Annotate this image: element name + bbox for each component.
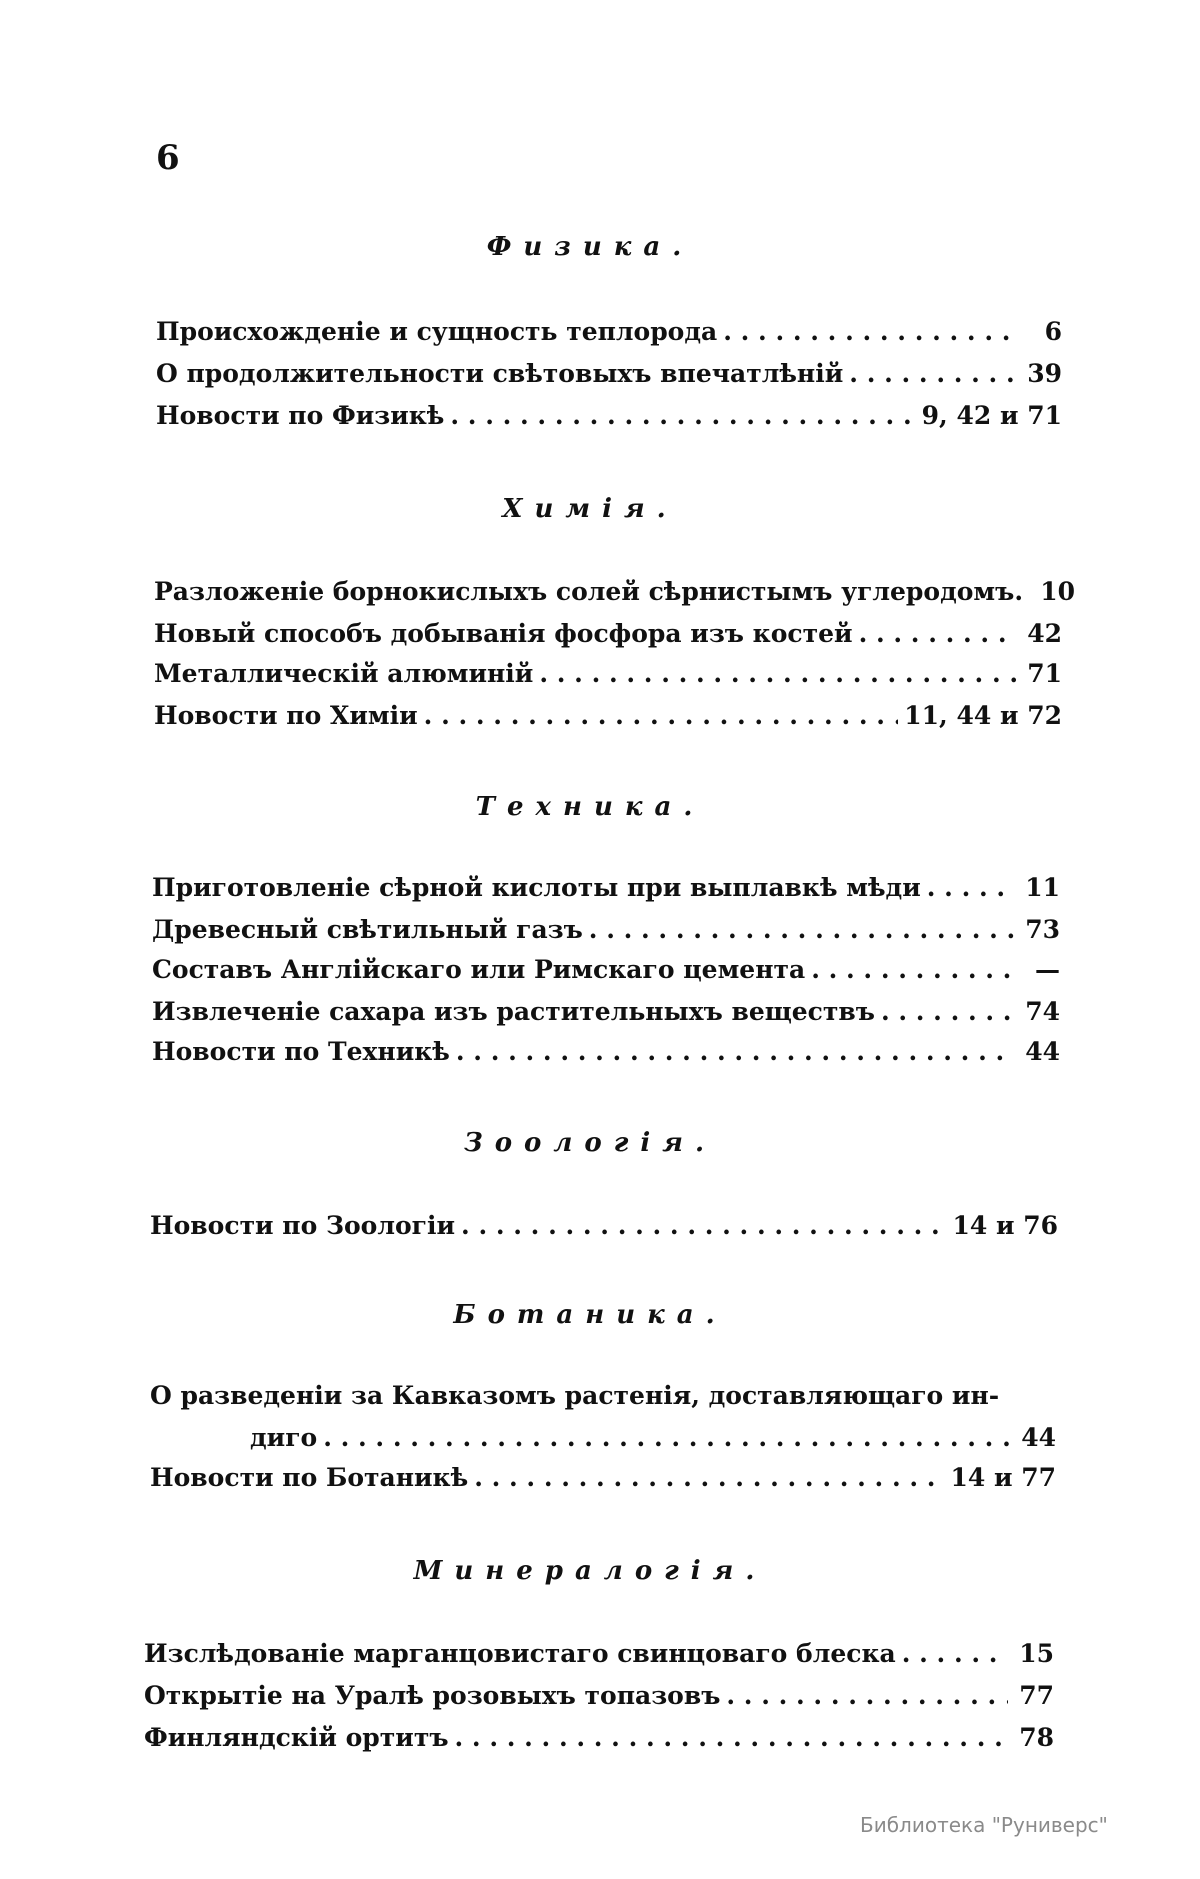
entry-title: О разведеніи за Кавказомъ растенія, доставляющаго ин- xyxy=(150,1381,1000,1410)
toc-entry[interactable] xyxy=(152,868,1060,908)
entry-pages: 77 xyxy=(1019,1681,1054,1710)
entry-pages: 74 xyxy=(1025,997,1060,1026)
section-title-physics: Физика. xyxy=(486,232,694,262)
entry-pages: 44 xyxy=(1025,1037,1060,1066)
toc-entry[interactable] xyxy=(156,312,1062,352)
dot-leader xyxy=(811,950,1014,990)
entry-pages: 9, 42 и 71 xyxy=(921,401,1062,430)
dot-leader xyxy=(474,1458,944,1498)
dot-leader xyxy=(849,354,1016,394)
dot-leader xyxy=(859,614,1016,654)
dot-leader xyxy=(589,910,1014,950)
entry-title: Новости по Зоологіи xyxy=(150,1211,456,1240)
entry-pages: 15 xyxy=(1019,1639,1054,1668)
entry-pages: 11 xyxy=(1025,873,1060,902)
entry-pages: 44 xyxy=(1021,1423,1056,1452)
entry-title: Приготовленіе сѣрной кислоты при выплавкѣ мѣди xyxy=(152,873,921,902)
dot-leader xyxy=(456,1032,1014,1072)
toc-entry[interactable] xyxy=(152,1032,1060,1072)
toc-entry[interactable] xyxy=(154,654,1062,694)
page-number: 6 xyxy=(156,138,180,178)
entry-title: диго xyxy=(250,1423,318,1452)
toc-entry[interactable] xyxy=(144,1718,1054,1758)
entry-title: Новости по Физикѣ xyxy=(156,401,445,430)
toc-entry[interactable] xyxy=(152,992,1060,1032)
entry-pages: 71 xyxy=(1027,659,1062,688)
entry-title: Изслѣдованіе марганцовистаго свинцоваго блеска xyxy=(144,1639,896,1668)
toc-entry[interactable] xyxy=(152,910,1060,950)
section-title-mineralogy: Минералогія. xyxy=(413,1556,767,1586)
entry-title: Новости по Ботаникѣ xyxy=(150,1463,469,1492)
entry-pages: — xyxy=(1035,955,1060,984)
entry-title: Разложеніе борнокислыхъ солей сѣрнистымъ углеродомъ. xyxy=(154,577,1024,606)
entry-title: О продолжительности свѣтовыхъ впечатлѣній xyxy=(156,359,844,388)
dot-leader xyxy=(450,396,915,436)
dot-leader xyxy=(461,1206,946,1246)
toc-entry[interactable] xyxy=(150,1206,1058,1246)
entry-title: Открытіе на Уралѣ розовыхъ топазовъ xyxy=(144,1681,721,1710)
toc-entry[interactable] xyxy=(154,614,1062,654)
entry-title: Новости по Химіи xyxy=(154,701,418,730)
toc-entry-first-line[interactable] xyxy=(150,1376,1000,1416)
entry-title: Финляндскій ортитъ xyxy=(144,1723,449,1752)
entry-title: Извлеченіе сахара изъ растительныхъ веществъ xyxy=(152,997,875,1026)
toc-entry[interactable] xyxy=(152,950,1060,990)
entry-pages: 42 xyxy=(1027,619,1062,648)
section-title-botany: Ботаника. xyxy=(453,1300,727,1330)
watermark: Библиотека "Руниверс" xyxy=(860,1813,1108,1837)
toc-entry[interactable] xyxy=(144,1676,1054,1716)
entry-pages: 39 xyxy=(1027,359,1062,388)
dot-leader xyxy=(902,1634,1008,1674)
toc-entry[interactable] xyxy=(250,1418,1056,1458)
entry-title: Металлическій алюминій xyxy=(154,659,534,688)
toc-entry[interactable] xyxy=(154,696,1062,736)
dot-leader xyxy=(723,312,1016,352)
section-title-chemistry: Химія. xyxy=(502,494,678,524)
entry-pages: 11, 44 и 72 xyxy=(904,701,1062,730)
section-title-technics: Техника. xyxy=(475,792,705,822)
entry-title: Составъ Англійскаго или Римскаго цемента xyxy=(152,955,806,984)
entry-pages: 78 xyxy=(1019,1723,1054,1752)
toc-entry[interactable] xyxy=(156,396,1062,436)
entry-title: Древесный свѣтильный газъ xyxy=(152,915,583,944)
entry-pages: 10 xyxy=(1040,577,1076,606)
dot-leader xyxy=(323,1418,1010,1458)
section-title-zoology: Зоологія. xyxy=(463,1128,717,1158)
entry-title: Происхожденіе и сущность теплорода xyxy=(156,317,718,346)
dot-leader xyxy=(927,868,1014,908)
toc-entry[interactable] xyxy=(150,1458,1056,1498)
entry-pages: 14 и 77 xyxy=(950,1463,1056,1492)
entry-pages: 14 и 76 xyxy=(952,1211,1058,1240)
toc-entry[interactable] xyxy=(154,572,1076,612)
entry-title: Новости по Техникѣ xyxy=(152,1037,450,1066)
dot-leader xyxy=(424,696,899,736)
toc-entry[interactable] xyxy=(156,354,1062,394)
entry-pages: 6 xyxy=(1044,317,1062,346)
dot-leader xyxy=(455,1718,1009,1758)
toc-entry[interactable] xyxy=(144,1634,1054,1674)
dot-leader xyxy=(726,1676,1008,1716)
entry-title: Новый способъ добыванія фосфора изъ костей xyxy=(154,619,853,648)
dot-leader xyxy=(881,992,1014,1032)
dot-leader xyxy=(539,654,1016,694)
entry-pages: 73 xyxy=(1025,915,1060,944)
